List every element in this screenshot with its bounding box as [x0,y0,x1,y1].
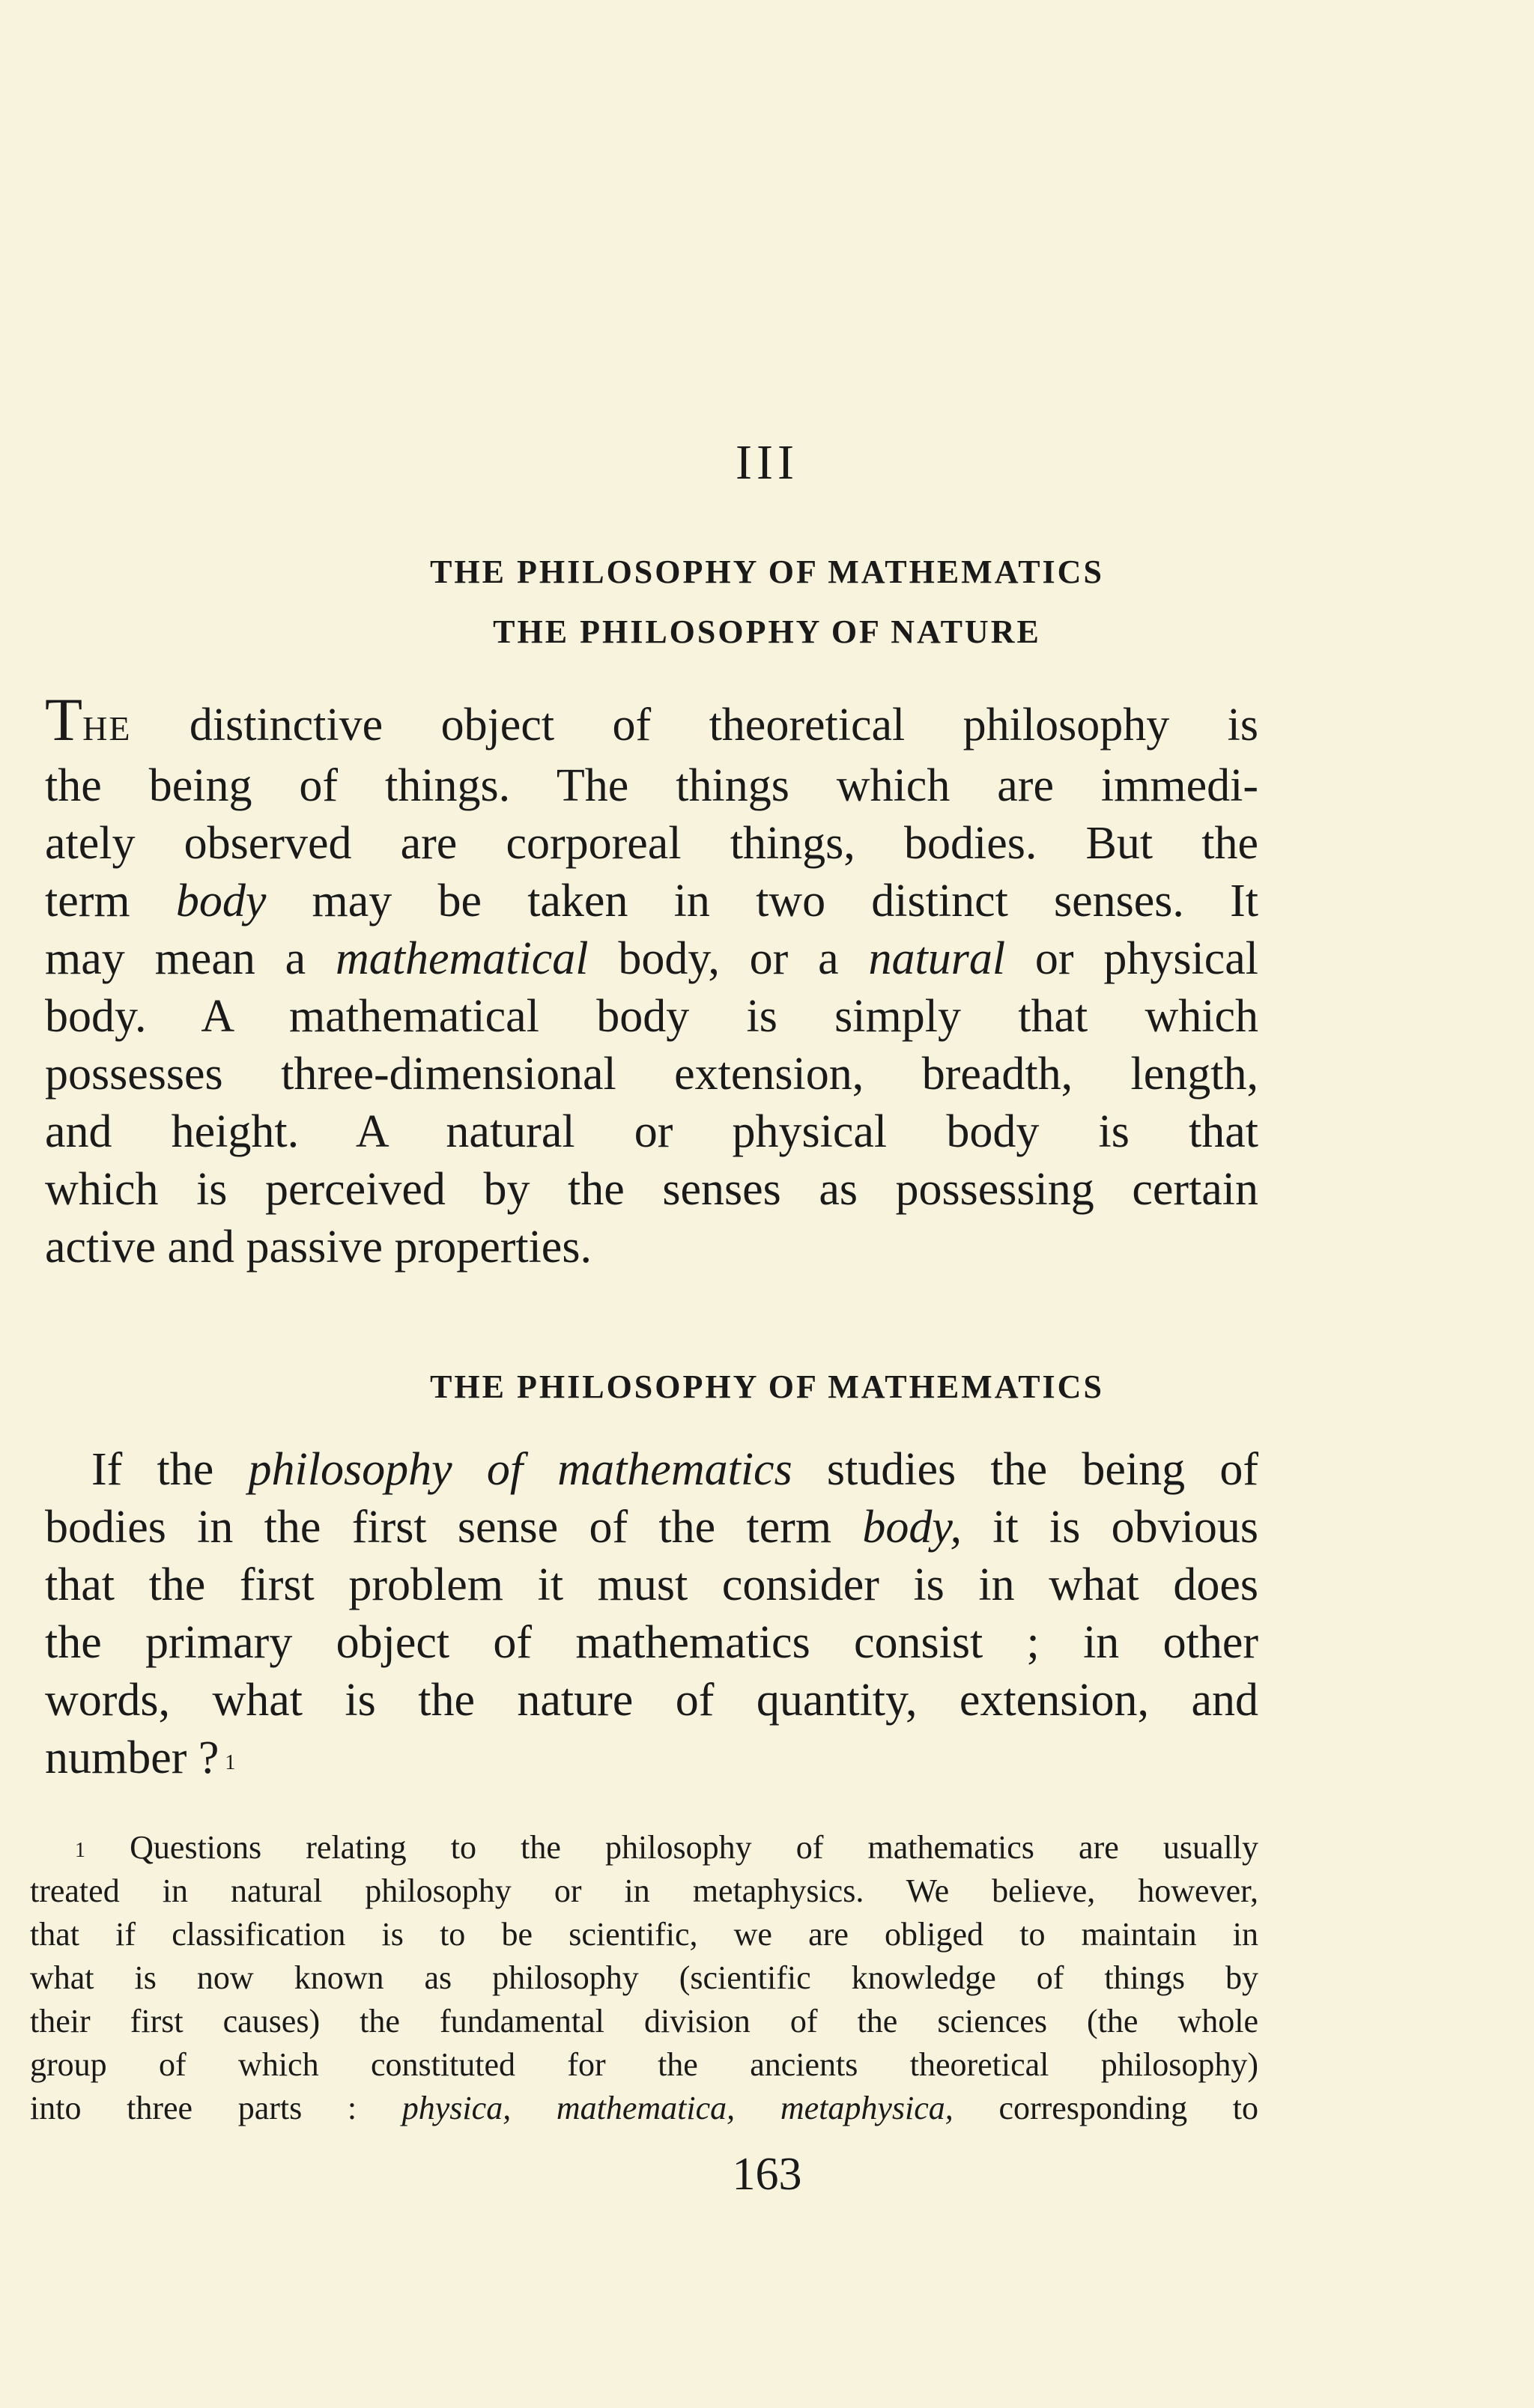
text-line: which is perceived by the senses as possessing certain [45,1164,1258,1215]
footnote-line: group of which constituted for the ancients theoretical philosophy) [30,2046,1258,2083]
small-caps-word: HE [82,709,132,747]
text-segment: Questions relating to the philosophy of mathematics are usually [130,1829,1259,1866]
text-segment: distinctive object of theoretical philosophy is [131,700,1258,750]
footnote-reference[interactable]: 1 [225,1751,236,1774]
text-line: possesses three-dimensional extension, breadth, length, [45,1049,1258,1100]
footnote-line: that if classification is to be scientific, we are obliged to maintain in [30,1916,1258,1953]
section-paragraph [45,1441,1258,1787]
text-segment: number ? [45,1732,219,1783]
text-segment: body, or a [588,933,869,984]
italic-term: mathematical [336,933,589,984]
text-segment: it is obvious [961,1502,1258,1553]
section-heading: THE PHILOSOPHY OF MATHEMATICS [430,1368,1104,1405]
text-line [45,873,1258,930]
text-line [45,685,1258,757]
italic-term: metaphysica, [780,2090,954,2126]
text-line: ately observed are corporeal things, bodies. But the [45,818,1258,869]
footnote-line [30,1826,1258,1869]
intro-paragraph [45,685,1259,1276]
text-line: that the first problem it must consider is in what does [45,1559,1258,1610]
text-segment: If the [91,1444,249,1495]
chapter-heading-mathematics: THE PHILOSOPHY OF MATHEMATICS [430,554,1104,590]
chapter-heading-nature: THE PHILOSOPHY OF NATURE [493,613,1041,650]
italic-term: physica, [401,2090,512,2126]
text-segment: into three parts : [30,2090,402,2126]
text-segment: may be taken in two distinct senses. It [266,876,1258,926]
footnote-line: treated in natural philosophy or in metaphysics. We believe, however, [30,1872,1258,1909]
italic-term: mathematica, [556,2090,736,2126]
text-line [45,930,1258,988]
page-number: 163 [732,2149,802,2200]
text-line [45,1729,1258,1787]
italic-term: philosophy of mathematics [248,1444,792,1495]
text-line: active and passive properties. [45,1222,592,1273]
footnote [30,1826,1258,2130]
text-line [45,1499,1258,1556]
text-line: and height. A natural or physical body is that [45,1106,1258,1157]
footnote-line: their first causes) the fundamental division of the sciences (the whole [30,2003,1258,2039]
chapter-number: III [736,435,798,490]
text-segment: corresponding to [998,2090,1259,2126]
text-segment: may mean a [45,933,336,984]
italic-term: body, [862,1502,962,1553]
footnote-line [30,2087,1258,2130]
italic-term: natural [868,933,1006,984]
text-segment: studies the being of [792,1444,1258,1495]
text-line [45,1441,1258,1499]
text-segment: bodies in the first sense of the term [45,1502,863,1553]
text-line: the primary object of mathematics consist ; in other [45,1617,1258,1668]
text-line: the being of things. The things which are immedi- [45,760,1258,811]
text-line: body. A mathematical body is simply that which [45,991,1258,1042]
text-segment: term [45,876,176,926]
text-line: words, what is the nature of quantity, extension, and [45,1675,1258,1726]
italic-term: body [175,876,267,926]
footnote-marker: 1 [75,1839,85,1862]
footnote-line: what is now known as philosophy (scientific knowledge of things by [30,1959,1258,1996]
text-segment: or physical [1005,933,1259,984]
drop-cap: T [45,685,83,753]
